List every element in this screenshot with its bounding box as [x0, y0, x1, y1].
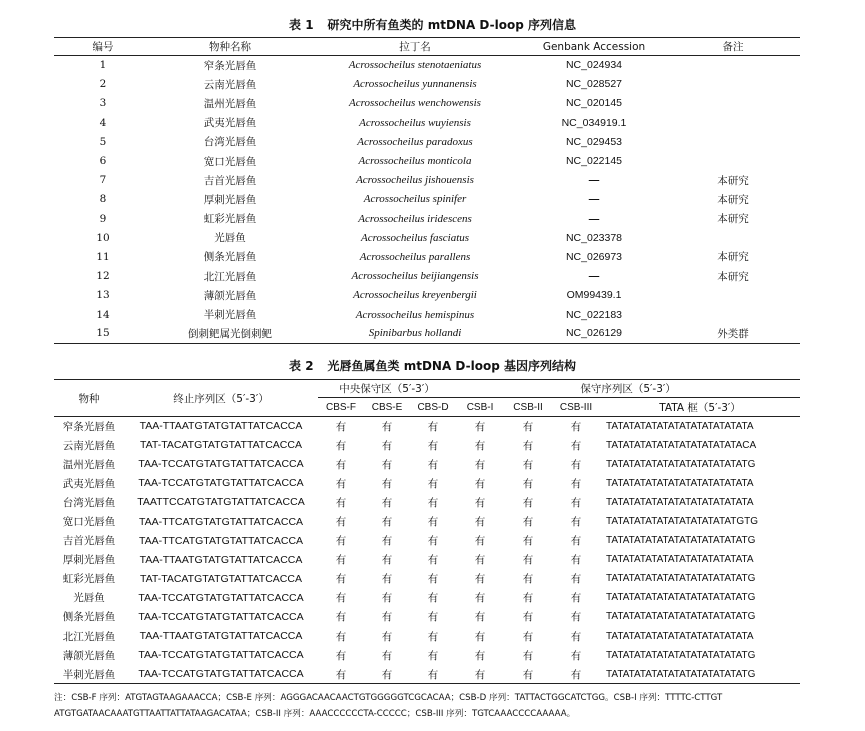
- species: 厚刺光唇鱼: [62, 554, 116, 567]
- header-csb-iii: CSB-III: [552, 398, 600, 417]
- cbs-f: 有: [335, 573, 347, 586]
- csb-i: 有: [474, 516, 486, 529]
- termination-sequence: TAA-TTAATGTATGTATTATCACCA: [139, 420, 303, 433]
- csb-iii: 有: [570, 573, 582, 586]
- row-number: 13: [96, 289, 110, 302]
- table-row: [54, 228, 800, 247]
- csb-ii: 有: [522, 496, 534, 509]
- remark: [666, 151, 800, 170]
- genbank-accession: NC_026129: [522, 324, 666, 343]
- csb-ii: 有: [504, 665, 552, 684]
- cbs-f: 有: [335, 535, 347, 548]
- tata-box: TATATATATATATATATATATATGTG: [606, 516, 759, 528]
- table1-caption: [0, 16, 865, 33]
- cbs-e: 有: [381, 592, 393, 605]
- row-number: 15: [54, 324, 152, 343]
- table-row: [54, 171, 800, 190]
- row-number: 7: [99, 174, 107, 187]
- cbs-d: 有: [427, 630, 439, 643]
- cbs-d: 有: [427, 592, 439, 605]
- csb-ii: 有: [522, 554, 534, 567]
- csb-i: 有: [474, 573, 486, 586]
- table2-footnote: [54, 690, 806, 722]
- remark: [666, 94, 800, 113]
- species-name: 台湾光唇鱼: [203, 136, 257, 149]
- table-row: [54, 474, 800, 493]
- remark: [666, 75, 800, 94]
- tata-box: TATATATATATATATATATATATATA: [606, 630, 754, 642]
- remark: 本研究: [717, 213, 749, 226]
- header-remarks: 备注: [666, 38, 800, 56]
- table1-caption-text: 研究中所有鱼类的 mtDNA D-loop 序列信息: [327, 18, 576, 32]
- row-number: 2: [99, 78, 107, 91]
- csb-ii: 有: [522, 477, 534, 490]
- table-row: [54, 493, 800, 512]
- termination-sequence: TAA-TCCATGTATGTATTATCACCA: [138, 477, 304, 490]
- csb-iii: 有: [570, 649, 582, 662]
- csb-i: 有: [474, 630, 486, 643]
- csb-iii: 有: [570, 458, 582, 471]
- dloop-structure-table: [54, 379, 800, 684]
- csb-iii: 有: [570, 439, 582, 452]
- termination-sequence: TAA-TTCATGTATGTATTATCACCA: [138, 534, 304, 547]
- genbank-accession: NC_024934: [565, 59, 623, 72]
- species-name: 云南光唇鱼: [203, 78, 257, 91]
- table-row: [54, 531, 800, 550]
- csb-i: 有: [456, 665, 504, 684]
- csb-ii: 有: [522, 420, 534, 433]
- remark: 本研究: [717, 174, 749, 187]
- header-cbs-e: CBS-E: [364, 398, 410, 417]
- row-number: 3: [99, 97, 107, 110]
- species: 宽口光唇鱼: [62, 516, 116, 529]
- latin-name: Acrossocheilus jishouensis: [356, 174, 474, 187]
- csb-iii: 有: [570, 496, 582, 509]
- tata-box: TATATATATATATATATATATATATA: [606, 477, 754, 489]
- header-conserved-sequence-region: 保守序列区（5′-3′）: [456, 380, 800, 398]
- cbs-d: 有: [427, 611, 439, 624]
- latin-name: Acrossocheilus wenchowensis: [349, 97, 481, 110]
- csb-iii: 有: [570, 554, 582, 567]
- remark: 本研究: [717, 251, 749, 264]
- row-number: 9: [99, 212, 107, 225]
- table-row: [54, 267, 800, 286]
- table-row: [54, 286, 800, 305]
- csb-ii: 有: [522, 439, 534, 452]
- table2-caption-number: 表 2: [289, 359, 314, 373]
- genbank-accession: NC_034919.1: [561, 116, 627, 129]
- table-row: [54, 113, 800, 132]
- header-csb-ii: CSB-II: [504, 398, 552, 417]
- remark: [666, 286, 800, 305]
- csb-ii: 有: [522, 573, 534, 586]
- tata-box: TATATATATATATATATATATATATG: [606, 458, 756, 470]
- cbs-e: 有: [381, 535, 393, 548]
- species-name: 宽口光唇鱼: [203, 155, 257, 168]
- tata-box: TATATATATATATATATATATATACA: [606, 439, 757, 451]
- row-number: 12: [96, 270, 110, 283]
- row-number: 6: [99, 155, 107, 168]
- table-row: [54, 436, 800, 455]
- header-tata-box: TATA 框（5′-3′）: [600, 398, 800, 417]
- genbank-accession: —: [588, 193, 600, 206]
- csb-i: 有: [474, 439, 486, 452]
- header-latin-name: 拉丁名: [308, 38, 522, 56]
- cbs-d: 有: [427, 535, 439, 548]
- row-number: 4: [99, 116, 107, 129]
- cbs-d: 有: [427, 649, 439, 662]
- csb-ii: 有: [522, 630, 534, 643]
- species: 侧条光唇鱼: [62, 611, 116, 624]
- header-species: 物种: [54, 380, 124, 417]
- csb-ii: 有: [522, 458, 534, 471]
- remark: [666, 228, 800, 247]
- latin-name: Acrossocheilus fasciatus: [360, 231, 470, 244]
- table2-header-row-1: [54, 380, 800, 398]
- genbank-accession: NC_020145: [565, 97, 623, 110]
- remark: [666, 305, 800, 324]
- species: 温州光唇鱼: [62, 458, 116, 471]
- csb-i: 有: [474, 649, 486, 662]
- cbs-f: 有: [335, 516, 347, 529]
- tata-box: TATATATATATATATATATATATATA: [606, 420, 754, 432]
- row-number: 14: [96, 308, 110, 321]
- latin-name: Acrossocheilus spinifer: [363, 193, 467, 206]
- species-name: 窄条光唇鱼: [203, 59, 257, 72]
- csb-iii: 有: [570, 630, 582, 643]
- latin-name: Acrossocheilus iridescens: [358, 212, 472, 225]
- cbs-d: 有: [427, 420, 439, 433]
- header-central-conserved-region: 中央保守区（5′-3′）: [318, 380, 456, 398]
- table-row: [54, 151, 800, 170]
- header-species-name: 物种名称: [152, 38, 308, 56]
- header-number: 编号: [54, 38, 152, 56]
- header-csb-i: CSB-I: [456, 398, 504, 417]
- latin-name: Acrossocheilus hemispinus: [355, 308, 475, 321]
- genbank-accession: NC_022183: [565, 308, 623, 321]
- cbs-e: 有: [381, 649, 393, 662]
- csb-iii: 有: [570, 420, 582, 433]
- row-number: 1: [99, 59, 107, 72]
- species: 窄条光唇鱼: [62, 420, 116, 433]
- cbs-e: 有: [381, 439, 393, 452]
- latin-name: Acrossocheilus kreyenbergii: [353, 289, 477, 302]
- table-row: [54, 627, 800, 646]
- species-name: 厚刺光唇鱼: [203, 193, 257, 206]
- termination-sequence: TAA-TCCATGTATGTATTATCACCA: [124, 665, 318, 684]
- table-row: [54, 247, 800, 266]
- species-name: 倒刺鲃属光倒刺鲃: [152, 324, 308, 343]
- tata-box: TATATATATATATATATATATATATA: [606, 554, 754, 566]
- termination-sequence: TAATTCCATGTATGTATTATCACCA: [137, 496, 305, 509]
- cbs-f: 有: [335, 554, 347, 567]
- csb-i: 有: [474, 477, 486, 490]
- latin-name: Acrossocheilus parallens: [359, 250, 471, 263]
- row-number: 8: [99, 193, 107, 206]
- csb-i: 有: [474, 420, 486, 433]
- csb-iii: 有: [570, 611, 582, 624]
- species: 武夷光唇鱼: [62, 477, 116, 490]
- termination-sequence: TAA-TCCATGTATGTATTATCACCA: [138, 610, 304, 623]
- species-name: 光唇鱼: [214, 232, 246, 245]
- species-name: 武夷光唇鱼: [203, 117, 257, 130]
- species: 虹彩光唇鱼: [62, 573, 116, 586]
- genbank-accession: NC_026973: [565, 250, 623, 263]
- species-name: 薄颌光唇鱼: [203, 289, 257, 302]
- species-name: 侧条光唇鱼: [203, 251, 257, 264]
- table-row: [54, 209, 800, 228]
- cbs-f: 有: [335, 458, 347, 471]
- csb-iii: 有: [570, 477, 582, 490]
- table-row: [54, 588, 800, 607]
- remark: [666, 56, 800, 75]
- cbs-f: 有: [335, 630, 347, 643]
- species: 薄颌光唇鱼: [62, 649, 116, 662]
- species-name: 北江光唇鱼: [203, 270, 257, 283]
- latin-name: Acrossocheilus yunnanensis: [353, 78, 477, 91]
- csb-ii: 有: [522, 535, 534, 548]
- remark: [666, 113, 800, 132]
- csb-i: 有: [474, 458, 486, 471]
- table-row: [54, 550, 800, 569]
- csb-ii: 有: [522, 516, 534, 529]
- species-name: 吉首光唇鱼: [203, 174, 257, 187]
- latin-name: Acrossocheilus paradoxus: [357, 135, 473, 148]
- table-row: [54, 132, 800, 151]
- cbs-d: 有: [427, 458, 439, 471]
- remark: 本研究: [717, 270, 749, 283]
- termination-sequence: TAT-TACATGTATGTATTATCACCA: [140, 439, 302, 452]
- cbs-e: 有: [364, 665, 410, 684]
- cbs-e: 有: [381, 458, 393, 471]
- latin-name: Acrossocheilus wuyiensis: [359, 116, 471, 129]
- tata-box: TATATATATATATATATATATATATG: [606, 573, 756, 585]
- cbs-d: 有: [427, 496, 439, 509]
- cbs-e: 有: [381, 516, 393, 529]
- table-row: [54, 94, 800, 113]
- row-number: 11: [96, 250, 110, 263]
- latin-name: Acrossocheilus monticola: [358, 155, 472, 168]
- genbank-accession: NC_029453: [565, 135, 623, 148]
- cbs-f: 有: [335, 496, 347, 509]
- cbs-e: 有: [381, 611, 393, 624]
- header-cbs-d: CBS-D: [410, 398, 456, 417]
- species: 吉首光唇鱼: [62, 535, 116, 548]
- cbs-f: 有: [318, 665, 364, 684]
- remark: [666, 132, 800, 151]
- cbs-d: 有: [427, 439, 439, 452]
- genbank-accession: NC_023378: [565, 231, 623, 244]
- species-name: 半刺光唇鱼: [203, 309, 257, 322]
- header-cbs-f: CBS-F: [318, 398, 364, 417]
- tata-box: TATATATATATATATATATATATATA: [606, 496, 754, 508]
- species: 台湾光唇鱼: [62, 496, 116, 509]
- genbank-accession: OM99439.1: [566, 289, 622, 302]
- csb-iii: 有: [570, 592, 582, 605]
- cbs-e: 有: [381, 420, 393, 433]
- csb-i: 有: [474, 554, 486, 567]
- tata-box: TATATATATATATATATATATATATG: [606, 649, 756, 661]
- latin-name: Acrossocheilus stenotaeniatus: [348, 59, 482, 72]
- table-row: [54, 455, 800, 474]
- cbs-e: 有: [381, 554, 393, 567]
- cbs-d: 有: [427, 516, 439, 529]
- species-name: 温州光唇鱼: [203, 97, 257, 110]
- table-row: [54, 305, 800, 324]
- cbs-e: 有: [381, 630, 393, 643]
- table-row: [54, 512, 800, 531]
- cbs-d: 有: [427, 477, 439, 490]
- cbs-f: 有: [335, 611, 347, 624]
- latin-name: Acrossocheilus beijiangensis: [351, 270, 479, 283]
- table2-caption-text: 光唇鱼属鱼类 mtDNA D-loop 基因序列结构: [327, 359, 576, 373]
- csb-ii: 有: [522, 592, 534, 605]
- cbs-f: 有: [335, 477, 347, 490]
- csb-i: 有: [474, 611, 486, 624]
- csb-iii: 有: [570, 535, 582, 548]
- header-termination-region: 终止序列区（5′-3′）: [124, 380, 318, 417]
- genbank-accession: —: [588, 174, 600, 187]
- termination-sequence: TAA-TTAATGTATGTATTATCACCA: [139, 553, 303, 566]
- csb-iii: 有: [570, 516, 582, 529]
- cbs-d: 有: [427, 573, 439, 586]
- termination-sequence: TAT-TACATGTATGTATTATCACCA: [140, 572, 302, 585]
- table-row: [54, 607, 800, 626]
- termination-sequence: TAA-TCCATGTATGTATTATCACCA: [138, 591, 304, 604]
- csb-ii: 有: [522, 611, 534, 624]
- cbs-f: 有: [335, 420, 347, 433]
- csb-i: 有: [474, 496, 486, 509]
- cbs-e: 有: [381, 573, 393, 586]
- genbank-accession: NC_028527: [565, 78, 623, 91]
- footnote-line-1: 注：CSB-F 序列：ATGTAGTAAGAAACCA；CSB-E 序列：AGGGACAACAACTGTGGGGGTCGCACAA；CSB-D 序列：TATTACTGGCATCTGG。CSB-I 序列：TTTTC-CTTGT: [54, 693, 723, 703]
- header-genbank-accession: Genbank Accession: [522, 38, 666, 56]
- cbs-d: 有: [410, 665, 456, 684]
- remark: 外类群: [666, 324, 800, 343]
- csb-i: 有: [474, 592, 486, 605]
- species: 云南光唇鱼: [62, 439, 116, 452]
- species: 半刺光唇鱼: [54, 665, 124, 684]
- genbank-accession: —: [588, 212, 600, 225]
- species-sequence-table: [54, 37, 800, 344]
- table-row: [54, 75, 800, 94]
- termination-sequence: TAA-TCCATGTATGTATTATCACCA: [138, 458, 304, 471]
- termination-sequence: TAA-TCCATGTATGTATTATCACCA: [138, 649, 304, 662]
- table-row: [54, 190, 800, 209]
- species: 光唇鱼: [73, 592, 105, 605]
- row-number: 10: [96, 231, 110, 244]
- table-row: [54, 665, 800, 684]
- cbs-d: 有: [427, 554, 439, 567]
- csb-i: 有: [474, 535, 486, 548]
- termination-sequence: TAA-TTAATGTATGTATTATCACCA: [139, 630, 303, 643]
- csb-iii: 有: [552, 665, 600, 684]
- table-row: [54, 417, 800, 436]
- row-number: 5: [99, 135, 107, 148]
- table1-caption-number: 表 1: [289, 18, 314, 32]
- tata-box: TATATATATATATATATATATATATG: [606, 535, 756, 547]
- termination-sequence: TAA-TTCATGTATGTATTATCACCA: [138, 515, 304, 528]
- footnote-line-2: ATGTGATAACAAATGTTAATTATTATAAGACATAA；CSB-II 序列：AAACCCCCCTA-CCCCC；CSB-III 序列：TGTCAAACCCCAAAAA。: [54, 709, 576, 719]
- cbs-e: 有: [381, 496, 393, 509]
- genbank-accession: NC_022145: [565, 155, 623, 168]
- latin-name: Spinibarbus hollandi: [308, 324, 522, 343]
- table2-caption: [0, 357, 865, 374]
- table-row: [54, 56, 800, 75]
- genbank-accession: —: [588, 270, 600, 283]
- cbs-f: 有: [335, 439, 347, 452]
- tata-box: TATATATATATATATATATATATATG: [606, 592, 756, 604]
- remark: 本研究: [717, 193, 749, 206]
- table1-header-row: [54, 38, 800, 56]
- csb-ii: 有: [522, 649, 534, 662]
- species: 北江光唇鱼: [62, 630, 116, 643]
- cbs-f: 有: [335, 649, 347, 662]
- tata-box: TATATATATATATATATATATATATG: [606, 611, 756, 623]
- tata-box: TATATATATATATATATATATATATG: [600, 665, 800, 684]
- cbs-f: 有: [335, 592, 347, 605]
- table-row: [54, 569, 800, 588]
- table-row: [54, 324, 800, 343]
- table-row: [54, 646, 800, 665]
- cbs-e: 有: [381, 477, 393, 490]
- species-name: 虹彩光唇鱼: [203, 213, 257, 226]
